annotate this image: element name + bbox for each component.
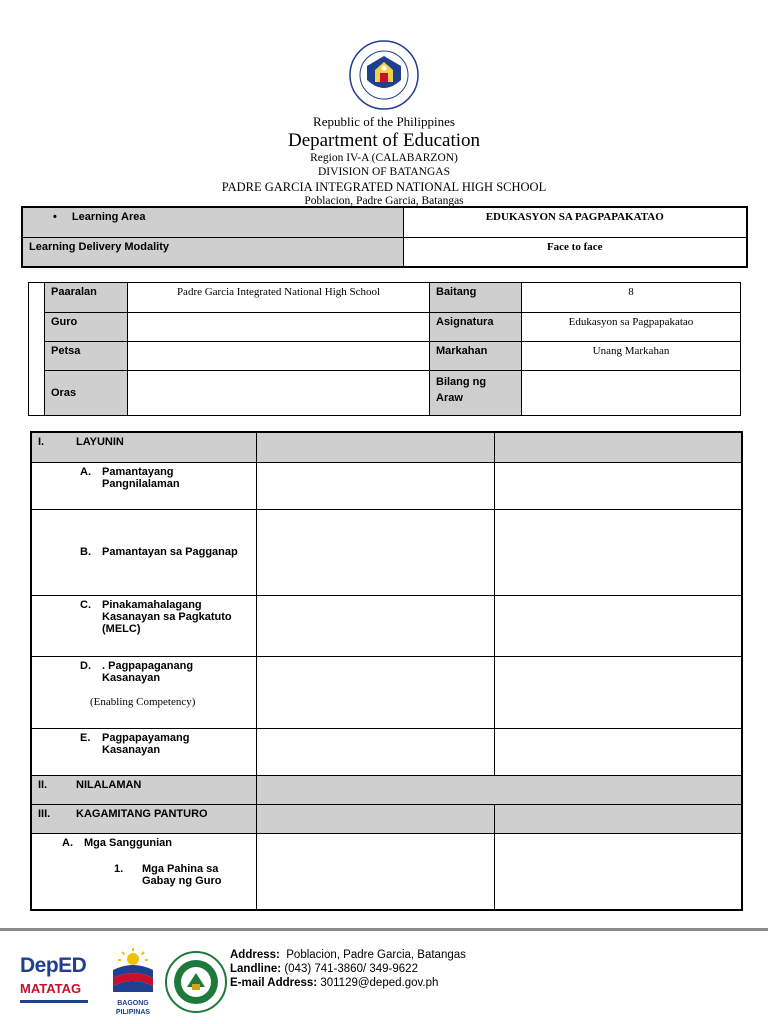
- petsa-value[interactable]: [128, 342, 430, 371]
- marker: E.: [80, 731, 91, 744]
- row-b-col3[interactable]: [494, 509, 742, 595]
- details-table: [28, 282, 741, 416]
- bilang-label: Bilang ng Araw: [430, 371, 522, 416]
- modality-value: Face to face: [403, 237, 747, 267]
- kagamitan-label: KAGAMITANG PANTURO: [76, 807, 208, 820]
- row-a-col2[interactable]: [256, 462, 494, 509]
- bilang-value[interactable]: [522, 371, 741, 416]
- learning-area-label-cell: [22, 207, 403, 237]
- layunin-header-cell: [31, 432, 256, 462]
- markahan-value: Unang Markahan: [522, 342, 741, 371]
- marker: D.: [80, 659, 91, 672]
- kagamitan-col2: [256, 804, 494, 833]
- details-margin-cell: [29, 283, 45, 416]
- layunin-col3: [494, 432, 742, 462]
- deped-seal-icon: [349, 40, 419, 110]
- roman-numeral: III.: [38, 807, 51, 820]
- footer-divider: [0, 928, 768, 931]
- row-c-label: Pinakamahalagang Kasanayan sa Pagkatuto (MELC): [102, 598, 232, 635]
- marker: A.: [80, 465, 91, 478]
- sanggunian-label: Mga Sanggunian: [84, 836, 172, 849]
- bagong-pilipinas-icon: [108, 946, 158, 994]
- row-e: [31, 728, 256, 775]
- landline-value: (043) 741-3860/ 349-9622: [284, 963, 418, 975]
- row-b-col2[interactable]: [256, 509, 494, 595]
- layunin-label: LAYUNIN: [76, 436, 124, 448]
- row-a-label: Pamantayang Pangnilalaman: [102, 465, 180, 490]
- bullet-icon: •: [53, 211, 57, 223]
- markahan-label: Markahan: [430, 342, 522, 371]
- school-location: Poblacion, Padre Garcia, Batangas: [304, 194, 464, 207]
- marker: A.: [62, 836, 73, 849]
- enabling-competency-note: (Enabling Competency): [90, 695, 196, 708]
- row-a-col3[interactable]: [494, 462, 742, 509]
- kagamitan-header-cell: [31, 804, 256, 833]
- address-label: Address:: [230, 949, 280, 961]
- matatag-text: MATATAG: [20, 981, 82, 996]
- row-c-col3[interactable]: [494, 595, 742, 656]
- oras-label: Oras: [45, 371, 128, 416]
- row-a: [31, 462, 256, 509]
- roman-numeral: II.: [38, 778, 48, 791]
- school-seal-icon: [165, 951, 227, 1013]
- division-text: DIVISION OF BATANGAS: [318, 166, 450, 179]
- deped-logo-text: DepED: [20, 954, 87, 977]
- paaralan-value: Padre Garcia Integrated National High School: [128, 283, 430, 313]
- row-d-col2[interactable]: [256, 656, 494, 728]
- marker: B.: [80, 546, 91, 558]
- lesson-plan-table: [30, 431, 743, 911]
- oras-value[interactable]: [128, 371, 430, 416]
- school-name: PADRE GARCIA INTEGRATED NATIONAL HIGH SCHOOL: [221, 179, 547, 194]
- nilalaman-value[interactable]: [256, 775, 742, 804]
- nilalaman-label: NILALAMAN: [76, 778, 142, 791]
- row-e-col3[interactable]: [494, 728, 742, 775]
- row-d-label: . Pagpapaganang Kasanayan: [102, 659, 194, 684]
- nilalaman-header-cell: [31, 775, 256, 804]
- sanggunian-col2[interactable]: [256, 833, 494, 910]
- sanggunian-cell: [31, 833, 256, 910]
- marker: 1.: [114, 862, 124, 875]
- row-d-col3[interactable]: [494, 656, 742, 728]
- letterhead: [0, 40, 768, 209]
- petsa-label: Petsa: [45, 342, 128, 371]
- sanggunian-col3[interactable]: [494, 833, 742, 910]
- footer: [0, 943, 768, 1023]
- gabay-guro-label: Mga Pahina sa Gabay ng Guro: [142, 862, 222, 887]
- address-value: Poblacion, Padre Garcia, Batangas: [286, 949, 466, 961]
- modality-label: Learning Delivery Modality: [22, 237, 403, 267]
- landline-label: Landline:: [230, 963, 282, 975]
- roman-numeral: I.: [38, 436, 45, 448]
- paaralan-label: Paaralan: [45, 283, 128, 313]
- learning-area-label: Learning Area: [71, 211, 146, 223]
- row-d: [31, 656, 256, 728]
- logo-underline: [20, 1000, 88, 1003]
- region-text: Region IV-A (CALABARZON): [310, 152, 458, 165]
- guro-value[interactable]: [128, 313, 430, 342]
- row-b: [31, 509, 256, 595]
- email-label: E-mail Address:: [230, 977, 318, 989]
- kagamitan-col3: [494, 804, 742, 833]
- learning-area-value: EDUKASYON SA PAGPAPAKATAO: [403, 207, 747, 237]
- guro-label: Guro: [45, 313, 128, 342]
- deped-matatag-logo: [20, 955, 92, 1011]
- bagong-pilipinas-logo: [104, 946, 162, 1016]
- row-e-col2[interactable]: [256, 728, 494, 775]
- contact-block: [230, 948, 466, 990]
- republic-text: Republic of the Philippines: [313, 114, 455, 129]
- row-b-label: Pamantayan sa Pagganap: [102, 546, 238, 558]
- marker: C.: [80, 598, 91, 611]
- bagong-pilipinas-text: BAGONG PILIPINAS: [115, 1000, 151, 1016]
- asignatura-label: Asignatura: [430, 313, 522, 342]
- row-c: [31, 595, 256, 656]
- baitang-value: 8: [522, 283, 741, 313]
- department-title: Department of Education: [287, 129, 481, 151]
- row-e-label: Pagpapayamang Kasanayan: [102, 731, 190, 756]
- email-value[interactable]: 301129@deped.gov.ph: [320, 977, 439, 989]
- baitang-label: Baitang: [430, 283, 522, 313]
- learning-area-table: [21, 206, 748, 268]
- asignatura-value: Edukasyon sa Pagpapakatao: [522, 313, 741, 342]
- row-c-col2[interactable]: [256, 595, 494, 656]
- layunin-col2: [256, 432, 494, 462]
